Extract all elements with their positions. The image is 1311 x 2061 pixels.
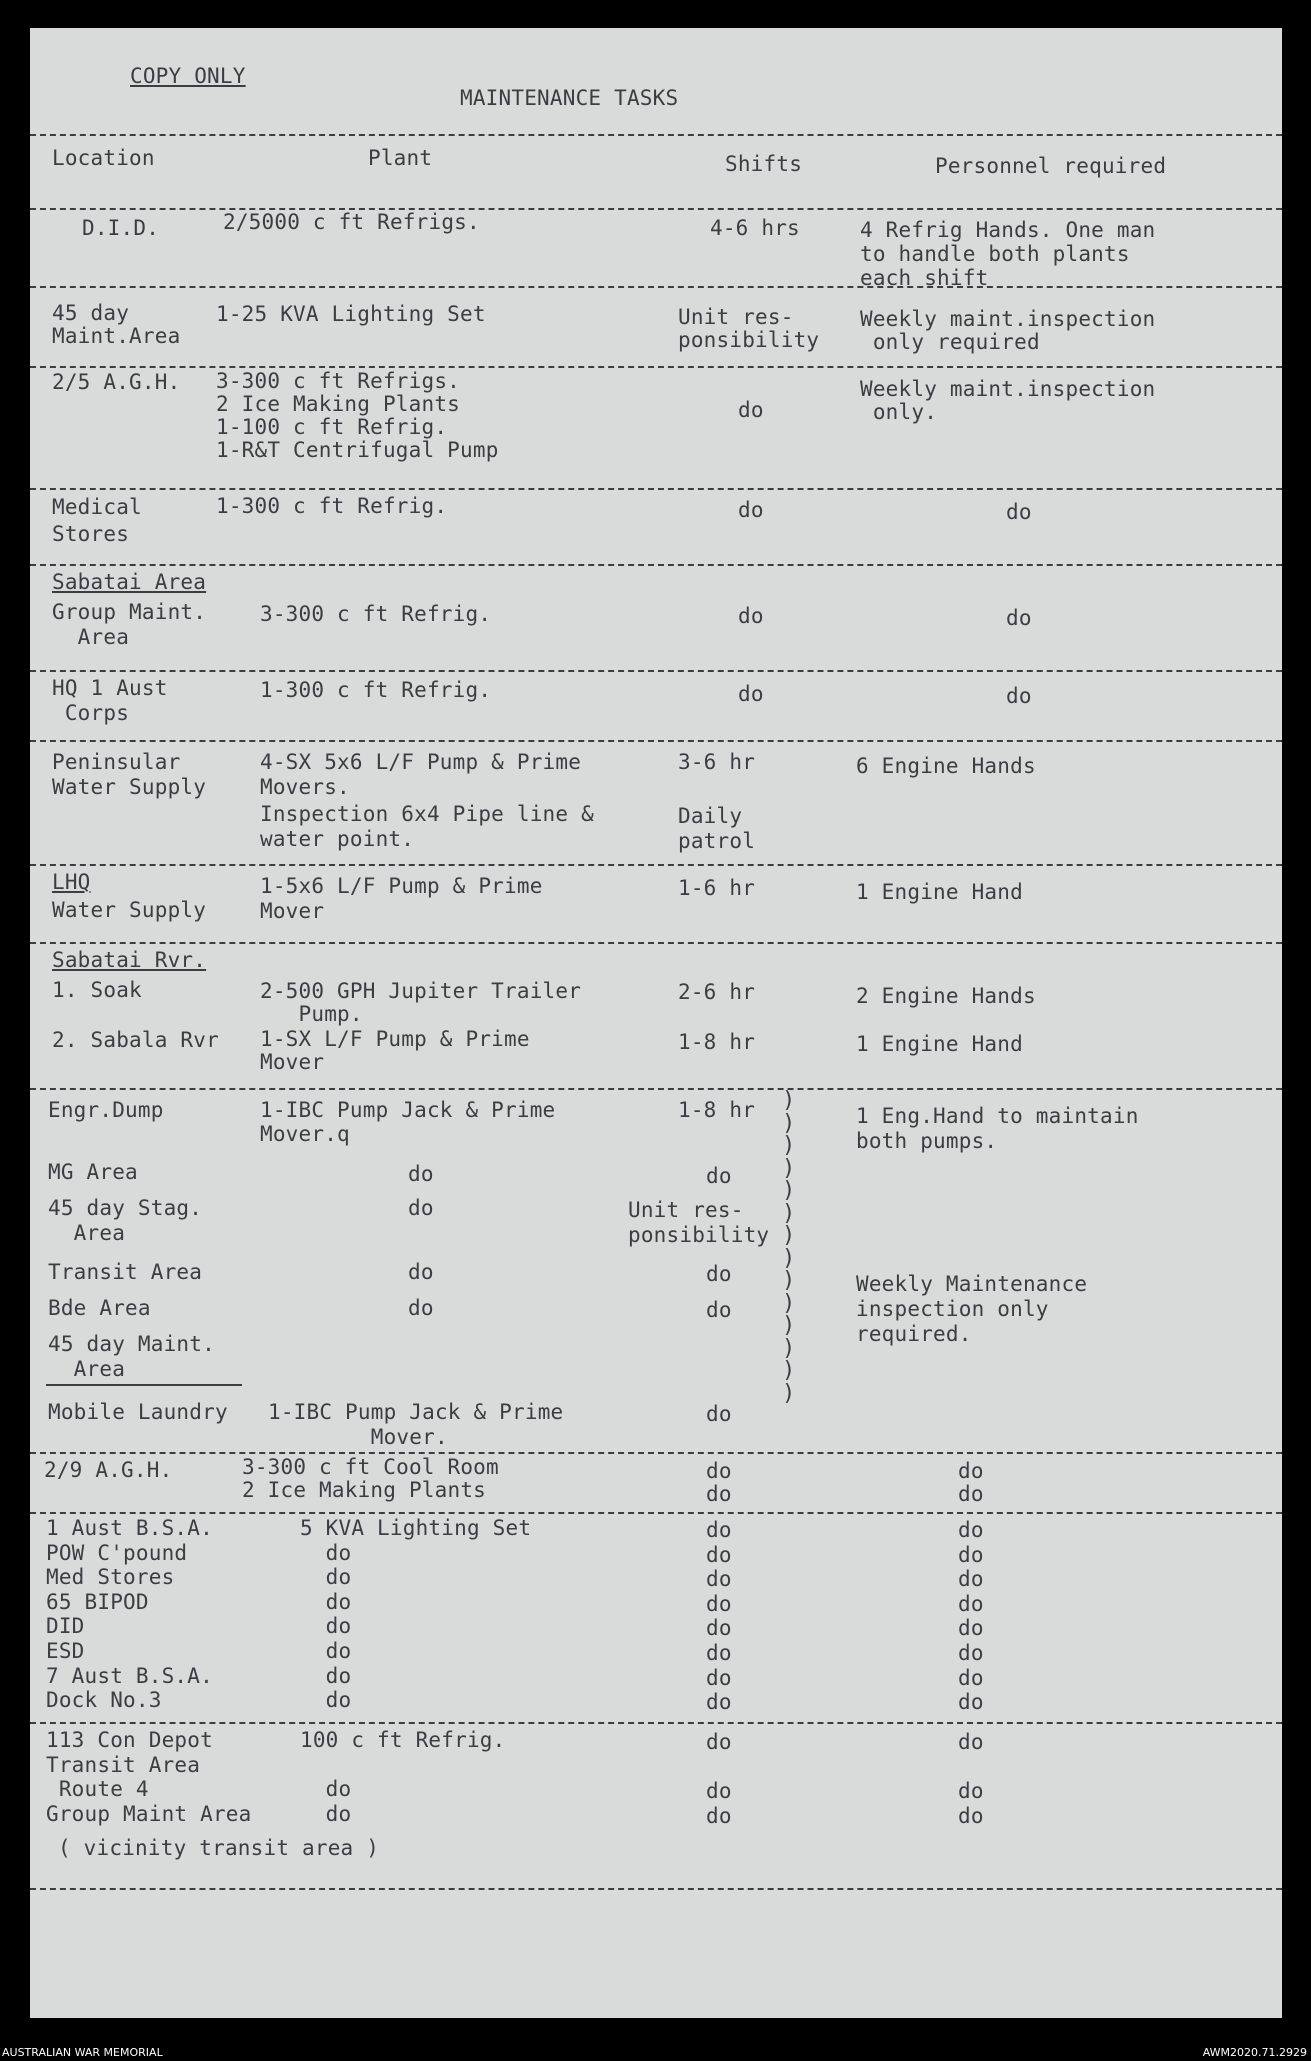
footer-left: AUSTRALIAN WAR MEMORIAL [2,2046,163,2059]
r13-location: 113 Con Depot Transit Area Route 4 Group Maint Area [46,1728,252,1826]
r1-location: D.I.D. [82,216,160,240]
r10-bde-shifts: do [706,1298,732,1322]
r7-personnel: 6 Engine Hands [856,754,1036,778]
r1-personnel: 4 Refrig Hands. One man to handle both plants each shift [860,218,1156,290]
rule-top [30,134,1282,136]
r10-mg-plant: do [408,1162,434,1186]
r10-stag-shifts: Unit res- ponsibility [628,1198,770,1247]
r11-location: 2/9 A.G.H. [44,1458,173,1482]
r2-personnel: Weekly maint.inspection only required [860,307,1156,354]
r10-laundry-shifts: do [706,1402,732,1426]
rule-4 [30,564,1282,566]
r11-shifts: do do [706,1459,732,1506]
r10-engr-plant: 1-IBC Pump Jack & Prime Mover.q [260,1098,556,1146]
r4-personnel: do [1006,500,1032,524]
r6-personnel: do [1006,684,1032,708]
r10-mg-shifts: do [706,1164,732,1188]
r5-heading: Sabatai Area [52,570,207,594]
r1-shifts: 4-6 hrs [710,216,800,240]
r13-plant: 100 c ft Refrig. do do [300,1728,506,1826]
r11-plant: 3-300 c ft Cool Room 2 Ice Making Plants [242,1455,499,1502]
rule-6 [30,740,1282,742]
r10-mg-location: MG Area [48,1160,138,1184]
rule-10 [30,1452,1282,1454]
rule-3 [30,488,1282,490]
r6-location: HQ 1 Aust Corps [52,676,168,725]
page-title: MAINTENANCE TASKS [460,86,679,110]
copy-only-stamp: COPY ONLY [130,64,246,88]
r10-bde-location: Bde Area [48,1296,151,1320]
r12-plant: 5 KVA Lighting Set do do do do do do do [300,1516,532,1713]
r10-maint-underline [46,1384,242,1386]
r11-personnel: do do [958,1459,984,1506]
rule-8 [30,942,1282,944]
r8-location: Water Supply [52,898,207,922]
rule-2 [30,366,1282,368]
r10-laundry-location: Mobile Laundry [48,1400,228,1424]
r5-personnel: do [1006,606,1032,630]
r8-plant: 1-5x6 L/F Pump & Prime Mover [260,874,543,923]
r12-personnel: do do do do do do do do [958,1518,984,1715]
r9-location: 1. Soak [52,978,142,1002]
r9-personnel: 2 Engine Hands [856,984,1036,1008]
r4-shifts: do [738,498,764,522]
r10-transit-plant: do [408,1260,434,1284]
r2-shifts: Unit res- ponsibility [678,305,820,352]
document-page [30,28,1282,2018]
bracket-paren: ) ) ) ) ) ) ) ) ) ) ) ) ) ) [782,1088,796,1406]
r10-personnel1: 1 Eng.Hand to maintain both pumps. [856,1104,1139,1153]
r13-personnel: do do do [958,1730,984,1828]
r9-shifts2: 1-8 hr [678,1030,756,1054]
r3-personnel: Weekly maint.inspection only. [860,377,1156,424]
r9-personnel2: 1 Engine Hand [856,1032,1023,1056]
rule-header [30,208,1282,210]
r8-personnel: 1 Engine Hand [856,880,1023,904]
r12-location: 1 Aust B.S.A. POW C'pound Med Stores 65 BIPOD DID ESD 7 Aust B.S.A. Dock No.3 [46,1516,213,1713]
r10-transit-shifts: do [706,1262,732,1286]
r1-plant: 2/5000 c ft Refrigs. [223,210,480,234]
r13-note: ( vicinity transit area ) [58,1836,380,1860]
r3-location: 2/5 A.G.H. [52,370,181,394]
r13-shifts: do do do [706,1730,732,1828]
r2-plant: 1-25 KVA Lighting Set [216,302,486,326]
r9-plant: 2-500 GPH Jupiter Trailer Pump. [260,979,582,1026]
r9-heading: Sabatai Rvr. [52,948,207,972]
footer-right: AWM2020.71.2929 [1202,2046,1307,2059]
r9-plant2: 1-SX L/F Pump & Prime Mover [260,1027,530,1074]
r12-shifts: do do do do do do do do [706,1518,732,1715]
r10-maint-location: 45 day Maint. Area [48,1332,215,1381]
r10-engr-location: Engr.Dump [48,1098,164,1122]
rule-9 [30,1088,1282,1090]
r10-stag-plant: do [408,1196,434,1220]
rule-5 [30,670,1282,672]
r7-plant2: Inspection 6x4 Pipe line & water point. [260,802,594,851]
r5-plant: 3-300 c ft Refrig. [260,602,492,626]
header-plant: Plant [368,146,433,170]
r6-plant: 1-300 c ft Refrig. [260,678,492,702]
r7-plant: 4-SX 5x6 L/F Pump & Prime Movers. [260,750,582,799]
r7-shifts: 3-6 hr [678,750,756,774]
r9-shifts: 2-6 hr [678,980,756,1004]
r10-stag-location: 45 day Stag. Area [48,1196,203,1245]
r4-location: Medical Stores [52,495,142,546]
rule-11 [30,1512,1282,1514]
header-personnel: Personnel required [935,154,1167,178]
r6-shifts: do [738,682,764,706]
r10-bde-plant: do [408,1296,434,1320]
rule-12 [30,1722,1282,1724]
r9-location2: 2. Sabala Rvr [52,1028,219,1052]
r5-shifts: do [738,604,764,628]
rule-bottom [30,1888,1282,1890]
r10-transit-location: Transit Area [48,1260,203,1284]
header-location: Location [52,146,155,170]
r5-location: Group Maint. Area [52,600,207,649]
r3-shifts: do [738,398,764,422]
r10-engr-shifts: 1-8 hr [678,1098,756,1122]
r8-heading: LHQ [52,870,91,894]
r7-shifts2: Daily patrol [678,804,756,853]
r8-shifts: 1-6 hr [678,876,756,900]
r4-plant: 1-300 c ft Refrig. [216,494,448,518]
rule-7 [30,864,1282,866]
r10-personnel2: Weekly Maintenance inspection only required. [856,1272,1088,1346]
r10-laundry-plant: 1-IBC Pump Jack & Prime Mover. [268,1400,564,1449]
r2-location: 45 day Maint.Area [52,301,181,348]
r3-plant: 3-300 c ft Refrigs. 2 Ice Making Plants 1-100 c ft Refrig. 1-R&T Centrifugal Pump [216,369,499,462]
rule-1 [30,286,1282,288]
header-shifts: Shifts [725,152,803,176]
r7-location: Peninsular Water Supply [52,750,207,799]
